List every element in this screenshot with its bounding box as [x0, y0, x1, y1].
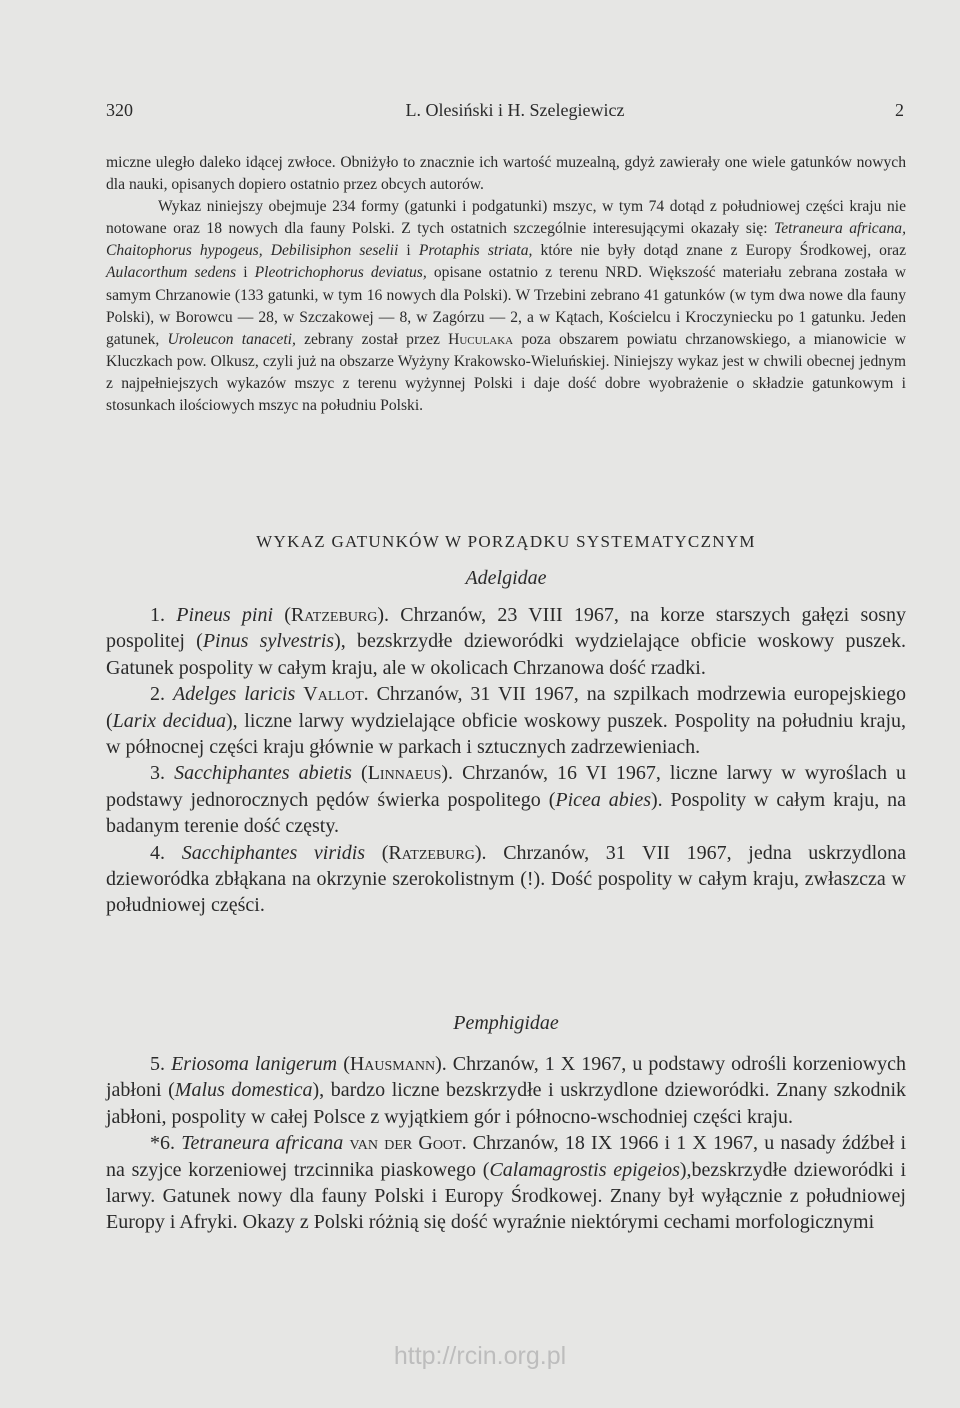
- sheet-number: 2: [895, 100, 904, 120]
- text-run: poza obszarem powiatu chrzanowskiego, a mianowicie w Kluczkach pow. Olkusz, czyli już na obszarze Wyżyny Krakowsko-Wieluńskiej. Niniejszy wykaz jest w chwili obecnej jednym z najpełniejszych wykazów mszyc z terenu wyżynnej Polski i daje dość dobre wyobrażenie o składzie gatunkowym i stosunkach ilościowych mszyc na południu Polski.: [106, 330, 906, 415]
- entry-number: 1.: [150, 604, 165, 626]
- species-name: Sacchiphantes abietis: [174, 762, 352, 785]
- text-run: ), liczne larwy wydzielające obficie woskowy puszek. Pospolity na południu kraju, w północnej części kraju głównie w parkach i sztucznych zadrzewieniach.: [106, 709, 907, 759]
- species-name: Pleotrichophorus deviatus,: [254, 264, 427, 282]
- author-name: van der Goot.: [349, 1132, 467, 1155]
- text-run: zebrany został przez: [295, 330, 449, 348]
- text-run: Chrzanów, 1 X 1967, u podstawy odrośli korzeniowych jabłoni (: [106, 1053, 907, 1102]
- host-species: Calamagrostis epigeios: [489, 1158, 680, 1181]
- entry-number: 3.: [150, 762, 165, 785]
- author-name: Vallot.: [303, 683, 369, 706]
- species-name: Pineus pini: [176, 604, 274, 626]
- species-name: Tetraneura africana, Chaitophorus hypogeus, Debilisiphon seselii: [106, 220, 906, 260]
- species-name: Protaphis striata,: [418, 242, 533, 260]
- entry-number: 2.: [150, 683, 165, 706]
- entry-number: 4.: [150, 841, 165, 864]
- page-number: 320: [106, 100, 133, 120]
- host-species: Malus domestica: [174, 1079, 313, 1102]
- species-entry: [106, 1130, 906, 1236]
- species-entry: [106, 681, 906, 760]
- intro-paragraph-1: miczne uległo daleko idącej zwłoce. Obniżyło to znacznie ich wartość muzealną, gdyż zawierały one wiele gatunków nowych dla nauki, opisanych dopiero ostatnio przez obcych autorów.: [106, 154, 906, 194]
- author-name: Huculaka: [448, 330, 514, 348]
- species-entry: [106, 840, 906, 919]
- family-heading-adelgidae: Adelgidae: [465, 567, 547, 589]
- author-name: (Ratzeburg).: [284, 604, 390, 626]
- entry-number: *6.: [150, 1132, 175, 1155]
- running-head-authors: L. Olesiński i H. Szelegiewicz: [405, 100, 625, 120]
- text-run: Chrzanów, 23 VIII 1967, na korze starszych gałęzi sosny pospolitej (: [106, 604, 907, 653]
- text-run: i: [236, 264, 255, 282]
- text-run: ), bardzo liczne bezskrzydłe i uskrzydlone dzieworódki. Znany szkodnik jabłoni, pospolity w całej Polsce z wyjątkiem gór i północno-wschodniej części kraju.: [106, 1079, 906, 1128]
- species-name: Aulacorthum sedens: [106, 264, 237, 282]
- species-name: Uroleucon tanaceti,: [167, 330, 296, 348]
- host-species: Picea abies: [555, 788, 651, 811]
- running-header: [106, 100, 904, 124]
- text-run: ),bezskrzydłe dzieworódki i larwy. Gatunek nowy dla fauny Polski i Europy Środkowej. Znany był wyłącznie z południowej Europy i Afryki. Okazy z Polski różnią się dość wyraźnie niektórymi cechami morfologicznymi: [106, 1158, 906, 1234]
- host-species: Pinus sylvestris: [202, 630, 335, 653]
- text-run: opisane ostatnio z terenu NRD. Większość materiału zebrana została w samym Chrzanowie (133 gatunki, w tym 16 nowych dla Polski). W Trzebini zebrano 41 gatunków (w tym dwa nowe dla fauny Polski), w Borowcu — 28, w Szczakowej — 8, w Zagórzu — 2, a w Kątach, Kościelcu i Kroczyniecku po 1 gatunku. Jeden gatunek,: [106, 264, 906, 348]
- entry-number: 5.: [150, 1053, 165, 1075]
- species-entry: [106, 602, 906, 681]
- species-name: Eriosoma lanigerum: [171, 1053, 338, 1075]
- family-heading-pemphigidae: Pemphigidae: [453, 1012, 559, 1034]
- text-run: ). Pospolity w całym kraju, na badanym terenie dość częsty.: [106, 788, 906, 838]
- host-species: Larix decidua: [112, 709, 226, 732]
- entries-pemphigidae: [106, 1051, 906, 1236]
- section-title: WYKAZ GATUNKÓW W PORZĄDKU SYSTEMATYCZNYM: [256, 532, 756, 551]
- species-entry: [106, 1051, 906, 1130]
- text-run: Chrzanów, 18 IX 1966 i 1 X 1967, u nasady źdźbeł i na szyjce korzeniowej trzcinnika piaskowego (: [106, 1132, 907, 1181]
- source-url: http://rcin.org.pl: [393, 1342, 567, 1370]
- text-run: i: [398, 242, 419, 260]
- text-run: Wykaz niniejszy obejmuje 234 formy (gatunki i podgatunki) mszyc, w tym 74 dotąd z południowej części kraju nie notowane oraz 18 nowych dla fauny Polski. Z tych ostatnich szczególnie interesującymi okazały się:: [106, 198, 906, 238]
- entries-adelgidae: [106, 602, 906, 919]
- species-name: Tetraneura africana: [181, 1132, 344, 1155]
- intro-text: [106, 152, 906, 417]
- text-run: które nie były dotąd znane z Europy Środkowej, oraz: [532, 242, 907, 260]
- species-name: Adelges laricis: [172, 683, 296, 706]
- text-run: Chrzanów, 16 VI 1967, liczne larwy w wyroślach u podstawy jednorocznych pędów świerka pospolitego (: [106, 762, 907, 811]
- text-run: Chrzanów, 31 VII 1967, na szpilkach modrzewia europejskiego (: [106, 683, 906, 732]
- author-name: (Linnaeus).: [361, 762, 454, 785]
- author-name: (Ratzeburg).: [381, 841, 487, 864]
- text-run: ), bezskrzydłe dzieworódki wydzielające obficie woskowy puszek. Gatunek pospolity w całym kraju, ale w okolicach Chrzanowa dość rzadki.: [106, 630, 906, 679]
- author-name: (Hausmann).: [343, 1053, 447, 1075]
- intro-paragraph-2: [106, 196, 906, 417]
- species-name: Sacchiphantes viridis: [181, 841, 366, 864]
- species-entry: [106, 760, 906, 839]
- text-run: Chrzanów, 31 VII 1967, jedna uskrzydlona dzieworódka zbłąkana na okrzynie szerokolistnym (!). Dość pospolity w całym kraju, zwłaszcza w południowej części.: [106, 841, 907, 917]
